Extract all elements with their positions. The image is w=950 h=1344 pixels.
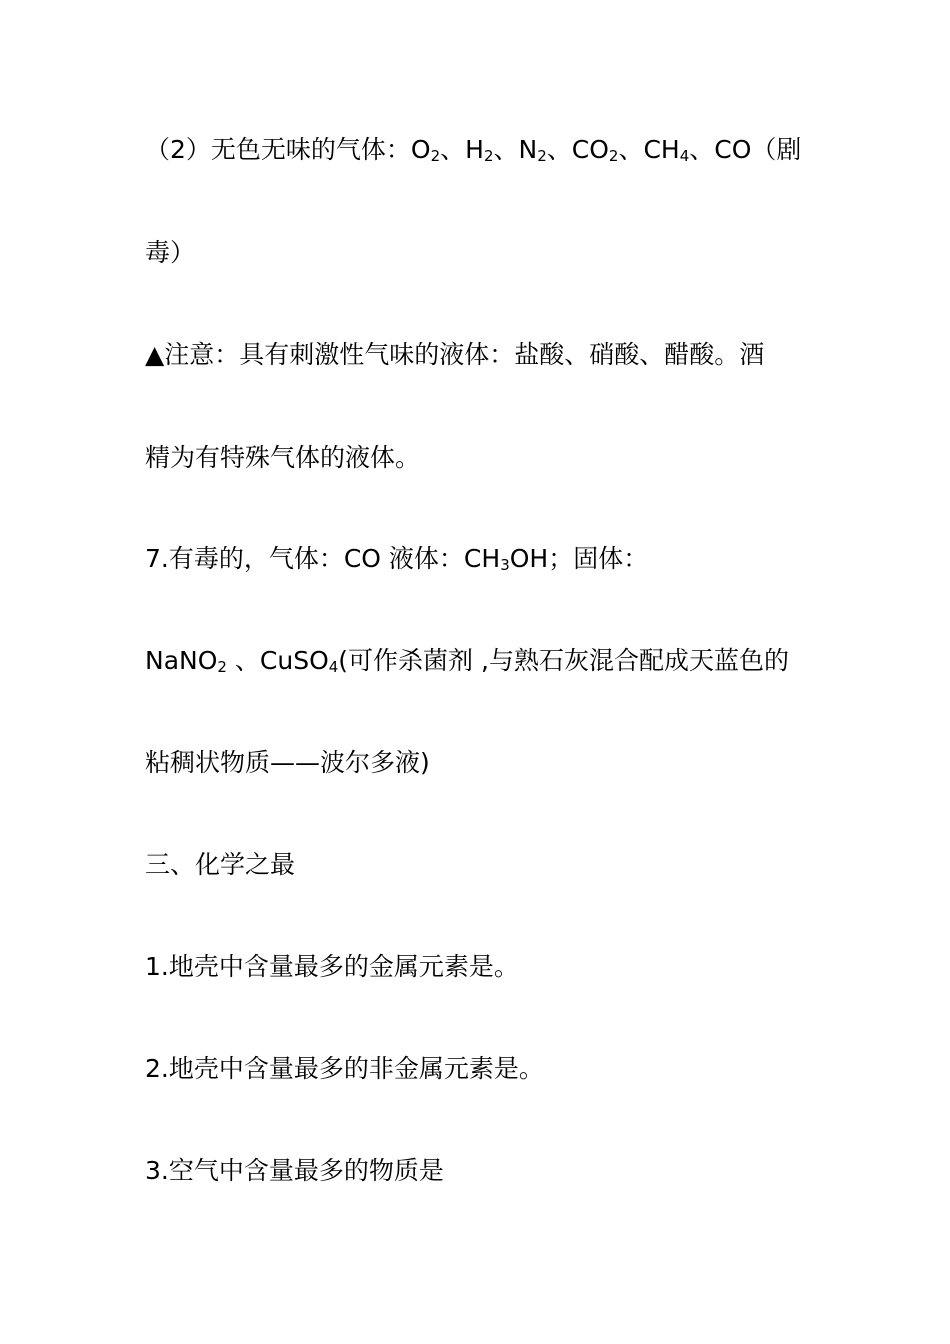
list-item: 3.空气中含量最多的物质是 xyxy=(145,1156,444,1185)
line5-suffix: OH；固体： xyxy=(509,544,649,573)
h2-subscript: 2 xyxy=(483,147,494,165)
n2-subscript: 2 xyxy=(537,147,547,165)
list-item: 2.地壳中含量最多的非金属元素是。 xyxy=(145,1054,544,1083)
line5-prefix: 7.有毒的，气体：CO 液体：CH xyxy=(145,544,501,573)
line1-sep3: 、CO xyxy=(546,135,609,164)
nano2-subscript: 2 xyxy=(217,658,227,676)
cuso4-subscript: 4 xyxy=(328,658,339,676)
line1-suffix: 、CO（剧 xyxy=(689,135,802,164)
toxic-substances-line xyxy=(145,544,648,574)
list-item: 1.地壳中含量最多的金属元素是。 xyxy=(145,952,519,981)
ch4-subscript: 4 xyxy=(679,147,690,165)
co2-subscript: 2 xyxy=(608,147,619,165)
line6-prefix: NaNO xyxy=(145,646,218,675)
note-continuation-line: 精为有特殊气体的液体。 xyxy=(145,443,421,472)
toxic-continuation-line: 毒） xyxy=(145,238,196,267)
section-heading: 三、化学之最 xyxy=(145,850,296,879)
line1-prefix: （2）无色无味的气体：O xyxy=(145,135,431,164)
colorless-gases-line xyxy=(145,135,801,165)
ch3-subscript: 3 xyxy=(500,556,510,574)
toxic-solids-line xyxy=(145,646,789,676)
line1-sep4: 、CH xyxy=(618,135,680,164)
line6-suffix: (可作杀菌剂 ,与熟石灰混合配成天蓝色的 xyxy=(338,646,789,675)
o2-subscript: 2 xyxy=(430,147,441,165)
note-line: ▲注意：具有刺激性气味的液体：盐酸、硝酸、醋酸。酒 xyxy=(145,340,765,369)
bordeaux-mixture-line: 粘稠状物质——波尔多液) xyxy=(145,748,430,777)
line6-mid: 、CuSO xyxy=(226,646,329,675)
line1-sep1: 、H xyxy=(440,135,484,164)
line1-sep2: 、N xyxy=(493,135,538,164)
